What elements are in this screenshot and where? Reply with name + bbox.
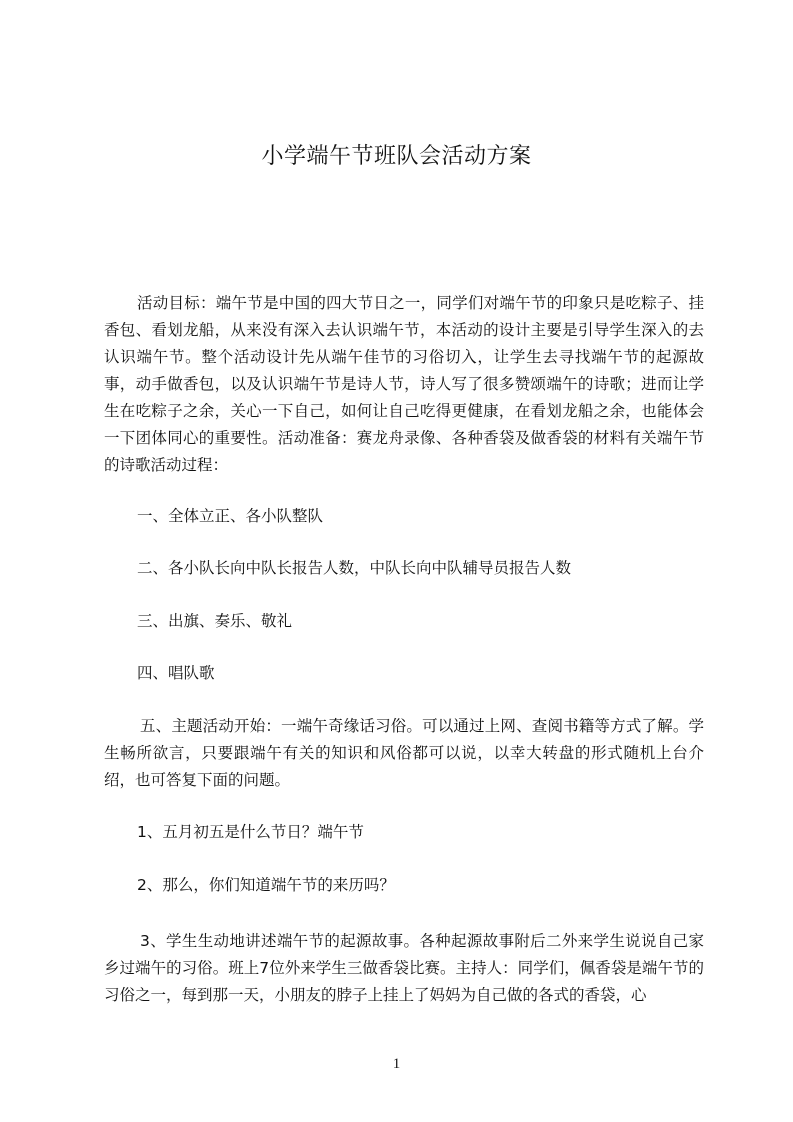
paragraph-step-3: 三、出旗、奏乐、敬礼 (137, 612, 293, 630)
paragraph-step-5: 五、主题活动开始：一端午奇缘话习俗。可以通过上网、查阅书籍等方式了解。学生畅所欲言，只要跟端午有关的知识和风俗都可以说，以幸大转盘的形式随机上台介绍，也可答复下面的问题。 (104, 717, 704, 789)
paragraph-question-2: 2、那么，你们知道端午节的来历吗？ (137, 876, 395, 894)
paragraph-question-1: 1、五月初五是什么节日？端午节 (137, 823, 364, 841)
paragraph-step-4: 四、唱队歌 (137, 664, 215, 682)
paragraph-step-2: 二、各小队长向中队长报告人数，中队长向中队辅导员报告人数 (137, 559, 572, 577)
page-number: 1 (392, 1056, 401, 1072)
document-title: 小学端午节班队会活动方案 (261, 144, 532, 169)
paragraph-activity-goal: 活动目标：端午节是中国的四大节日之一，同学们对端午节的印象只是吃粽子、挂香包、看划龙船，从来没有深入去认识端午节，本活动的设计主要是引导学生深入的去认识端午节。整个活动设计先从端午佳节的习俗切入，让学生去寻找端午节的起源故事，动手做香包，以及认识端午节是诗人节，诗人写了很多赞颂端午的诗歌；进而让学生在吃粽子之余，关心一下自己，如何让自己吃得更健康，在看划龙船之余，也能体会一下团体同心的重要性。活动准备：赛龙舟录像、各种香袋及做香袋的材料有关端午节的诗歌活动过程： (104, 294, 704, 474)
paragraph-question-3: 3、学生生动地讲述端午节的起源故事。各种起源故事附后二外来学生说说自己家乡过端午的习俗。班上7位外来学生三做香袋比赛。主持人：同学们，佩香袋是端午节的习俗之一，每到那一天，小朋友的脖子上挂上了妈妈为自己做的各式的香袋，心 (104, 932, 704, 1004)
paragraph-step-1: 一、全体立正、各小队整队 (137, 507, 324, 525)
